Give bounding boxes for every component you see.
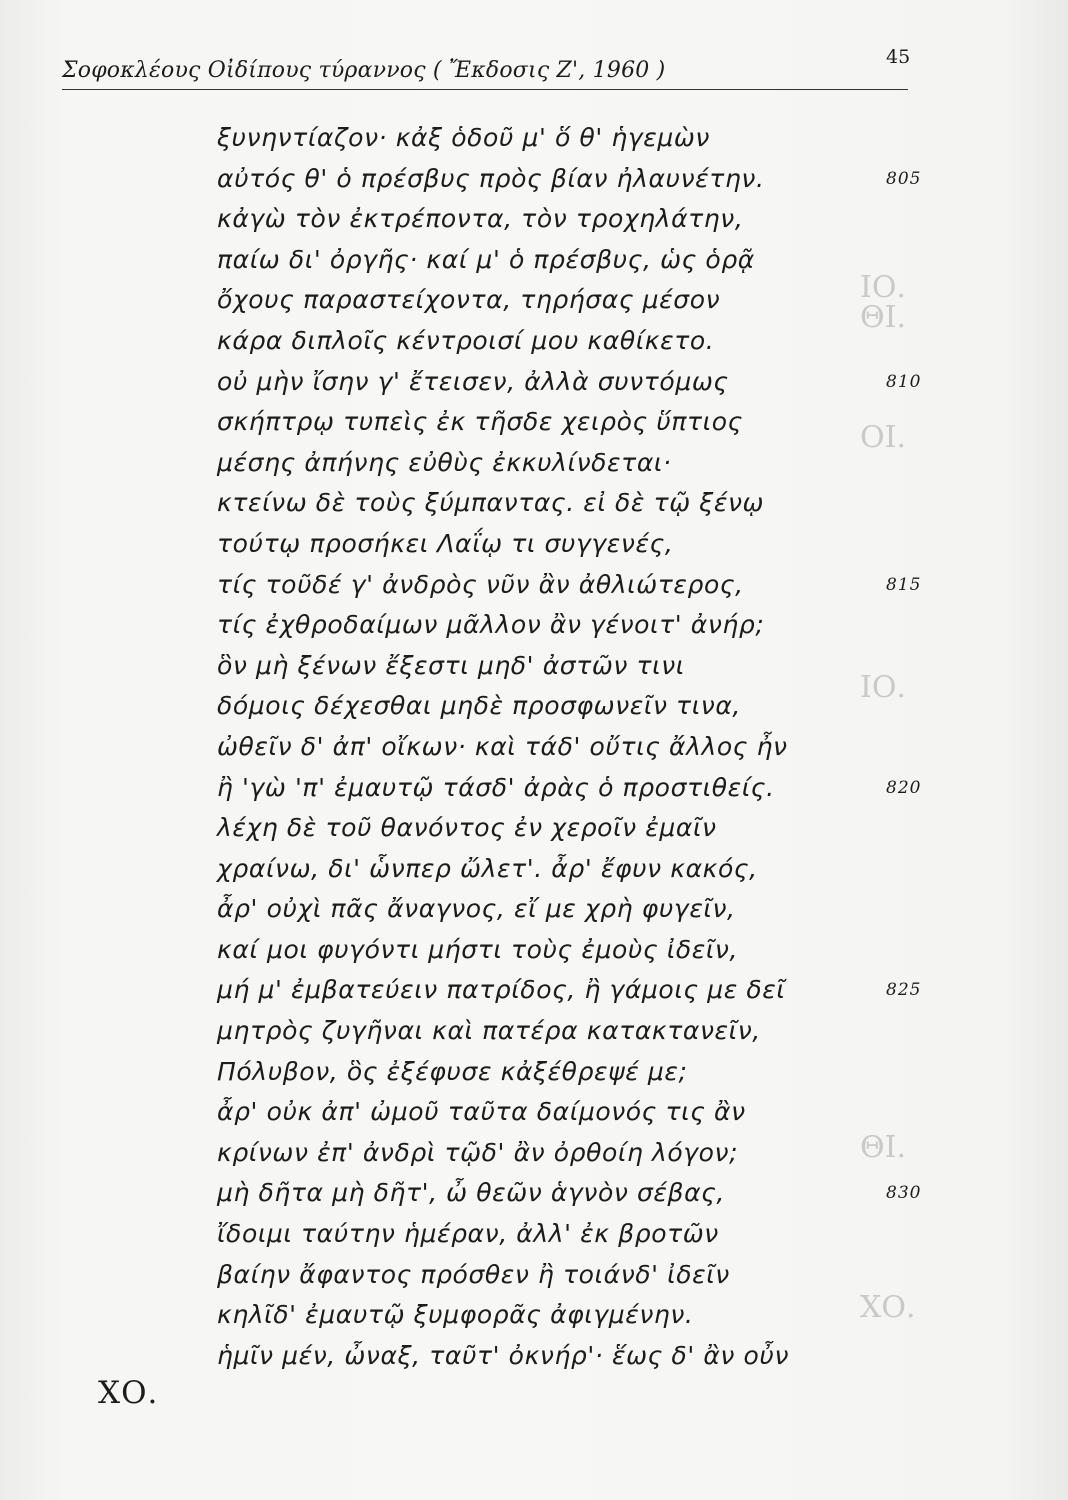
verse-line-text: αὐτός θ' ὁ πρέσβυς πρὸς βίαν ἠλαυνέτην.	[217, 163, 765, 193]
verse-line: τίς ἐχθροδαίμων μᾶλλον ἂν γένοιτ' ἀνήρ;	[217, 610, 765, 640]
verse-line: χραίνω, δι' ὧνπερ ὤλετ'. ἆρ' ἔφυν κακός,	[217, 853, 758, 883]
verse-line: Πόλυβον, ὃς ἐξέφυσε κἀξέθρεψέ με;	[217, 1056, 688, 1086]
bleed-through-mark: ΙΟ.	[860, 270, 906, 305]
verse-line-text: οὐ μὴν ἴσην γ' ἔτεισεν, ἀλλὰ συντόμως	[217, 366, 729, 396]
verse-line	[217, 768, 922, 809]
verse-line: ἆρ' οὐχὶ πᾶς ἄναγνος, εἴ με χρὴ φυγεῖν,	[217, 894, 736, 924]
verse-line-text: ἢ 'γὼ 'π' ἐμαυτῷ τάσδ' ἀρὰς ὁ προστιθείς.	[217, 772, 775, 802]
line-number: 815	[886, 574, 922, 595]
verse-line: κἀγὼ τὸν ἐκτρέποντα, τὸν τροχηλάτην,	[217, 204, 744, 234]
verse-line: τούτῳ προσήκει Λαΐῳ τι συγγενές,	[217, 528, 674, 558]
line-number: 805	[886, 168, 922, 189]
verse-line	[217, 1173, 922, 1214]
verse-line: λέχη δὲ τοῦ θανόντος ἐν χεροῖν ἐμαῖν	[217, 813, 717, 843]
verse-line: σκήπτρῳ τυπεὶς ἐκ τῆσδε χειρὸς ὕπτιος	[217, 407, 743, 437]
verse-line	[217, 362, 922, 403]
verse-line: ἡμῖν μέν, ὦναξ, ταῦτ' ὀκνήρ'· ἕως δ' ἂν οὖν	[217, 1340, 790, 1370]
speaker-label: ΧΟ.	[98, 1375, 159, 1411]
verse-line	[217, 970, 922, 1011]
verse-line: ὃν μὴ ξένων ἔξεστι μηδ' ἀστῶν τινι	[217, 650, 685, 680]
header-rule	[62, 89, 908, 90]
verse-line	[217, 159, 922, 200]
line-number: 830	[886, 1183, 922, 1204]
bleed-through-mark: ΘΙ.	[860, 300, 906, 335]
verse-line	[217, 565, 922, 606]
verse-line: βαίην ἄφαντος πρόσθεν ἢ τοιάνδ' ἰδεῖν	[217, 1259, 730, 1289]
line-number: 810	[886, 371, 922, 392]
verse-line-text: μὴ δῆτα μὴ δῆτ', ὦ θεῶν ἁγνὸν σέβας,	[217, 1178, 725, 1208]
page-number: 45	[886, 46, 911, 68]
bleed-through-mark: ΧΟ.	[860, 1290, 916, 1325]
verse-line: δόμοις δέχεσθαι μηδὲ προσφωνεῖν τινα,	[217, 691, 741, 721]
verse-line: καί μοι φυγόντι μήστι τοὺς ἐμοὺς ἰδεῖν,	[217, 934, 739, 964]
line-number: 825	[886, 980, 922, 1001]
verse-line: ἆρ' οὐκ ἀπ' ὠμοῦ ταῦτα δαίμονός τις ἂν	[217, 1097, 746, 1127]
verse-line: μητρὸς ζυγῆναι καὶ πατέρα κατακτανεῖν,	[217, 1016, 761, 1046]
running-header-title: Σοφοκλέους Οἰδίπους τύραννος ( Ἔκδοσις Ζ', 1960 )	[62, 58, 666, 83]
verse-line-text: μή μ' ἐμβατεύειν πατρίδος, ἢ γάμοις με δεῖ	[217, 975, 786, 1005]
verse-line: μέσης ἀπήνης εὐθὺς ἐκκυλίνδεται·	[217, 447, 672, 477]
verse-line: ὄχους παραστείχοντα, τηρήσας μέσον	[217, 285, 721, 315]
line-number: 820	[886, 777, 922, 798]
verse-line: κρίνων ἐπ' ἀνδρὶ τῷδ' ἂν ὀρθοίη λόγον;	[217, 1137, 739, 1167]
verse-line: ξυνηντίαζον· κἀξ ὁδοῦ μ' ὅ θ' ἡγεμὼν	[217, 123, 710, 152]
verse-line: κηλῖδ' ἐμαυτῷ ξυμφορᾶς ἀφιγμένην.	[217, 1300, 694, 1330]
verse-line: ὠθεῖν δ' ἀπ' οἴκων· καὶ τάδ' οὔτις ἄλλος ἦν	[217, 731, 788, 761]
verse-line-text: τίς τοῦδέ γ' ἀνδρὸς νῦν ἂν ἀθλιώτερος,	[217, 569, 744, 599]
bleed-through-mark: ΟΙ.	[860, 420, 906, 455]
verse-line: παίω δι' ὀργῆς· καί μ' ὁ πρέσβυς, ὡς ὁρᾷ	[217, 244, 755, 274]
verse-line: κάρα διπλοῖς κέντροισί μου καθίκετο.	[217, 325, 715, 355]
verse-block	[217, 118, 922, 1376]
verse-line: κτείνω δὲ τοὺς ξύμπαντας. εἰ δὲ τῷ ξένῳ	[217, 488, 765, 518]
bleed-through-mark: ΘΙ.	[860, 1130, 906, 1165]
bleed-through-mark: ΙΟ.	[860, 670, 906, 705]
verse-line: ἴδοιμι ταύτην ἡμέραν, ἀλλ' ἐκ βροτῶν	[217, 1219, 719, 1249]
